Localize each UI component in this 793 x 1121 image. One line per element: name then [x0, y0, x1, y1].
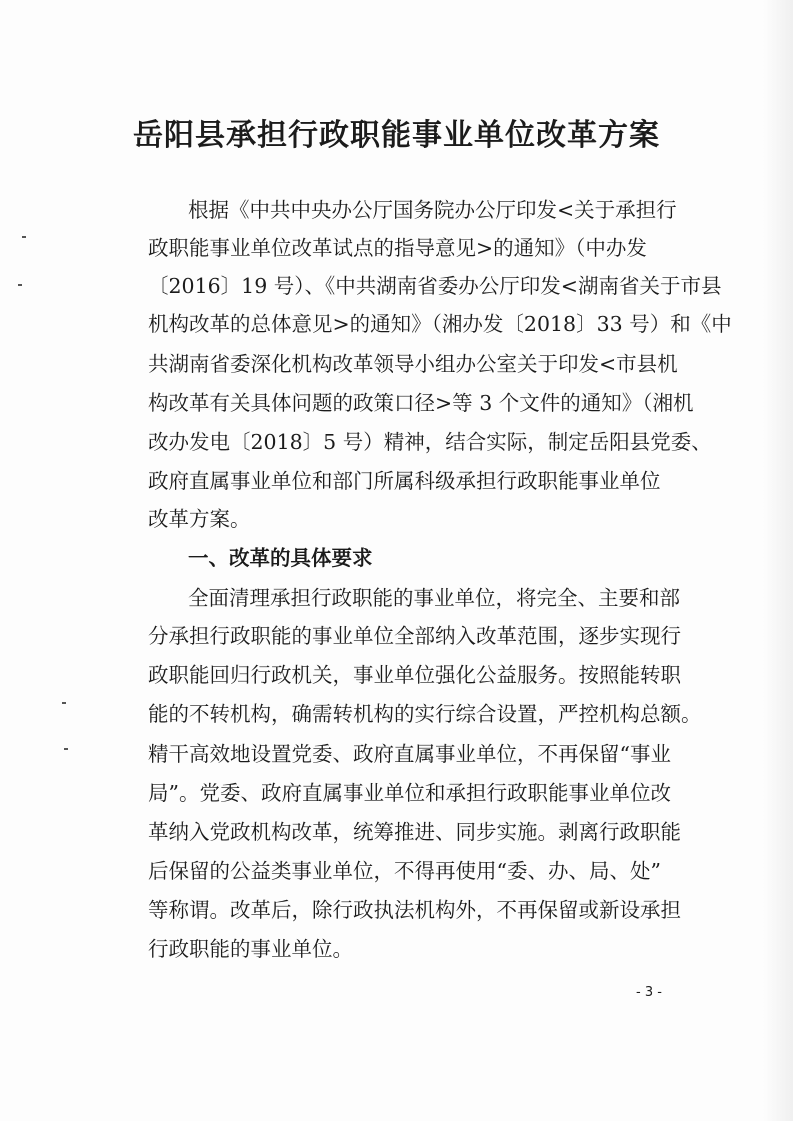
page-edge-shadow [763, 0, 793, 1121]
text-line: 改革方案。 [148, 507, 251, 531]
scan-mark [64, 748, 68, 750]
text-line: 全面清理承担行政职能的事业单位，将完全、主要和部 [188, 586, 680, 610]
text-line: 后保留的公益类事业单位，不得再使用“委、办、局、处” [148, 859, 661, 883]
scan-mark [18, 284, 22, 286]
text-line: 行政职能的事业单位。 [148, 937, 353, 961]
text-line: 机构改革的总体意见>的通知》（湘办发〔2018〕33 号）和《中 [148, 312, 732, 336]
scan-mark [62, 702, 66, 704]
text-line: 局”。党委、政府直属事业单位和承担行政职能事业单位改 [148, 781, 671, 805]
scan-mark [22, 236, 26, 238]
text-line: 能的不转机构，确需转机构的实行综合设置，严控机构总额。 [148, 702, 702, 726]
text-line: 政职能回归行政机关，事业单位强化公益服务。按照能转职 [148, 663, 681, 687]
text-line: 构改革有关具体问题的政策口径>等 3 个文件的通知》（湘机 [148, 391, 694, 415]
text-line: 共湖南省委深化机构改革领导小组办公室关于印发<市县机 [148, 352, 678, 376]
text-line: 政职能事业单位改革试点的指导意见>的通知》（中办发 [148, 236, 647, 260]
text-line: 〔2016〕19 号）、《中共湖南省委办公厅印发<湖南省关于市县 [148, 274, 722, 298]
text-line: 革纳入党政机构改革，统筹推进、同步实施。剥离行政职能 [148, 820, 681, 844]
document-title: 岳阳县承担行政职能事业单位改革方案 [133, 118, 660, 153]
page-number: - 3 - [636, 985, 662, 1000]
section-heading: 一、改革的具体要求 [188, 546, 373, 570]
text-line: 根据《中共中央办公厅国务院办公厅印发<关于承担行 [188, 198, 677, 222]
text-line: 分承担行政职能的事业单位全部纳入改革范围，逐步实现行 [148, 624, 681, 648]
text-line: 等称谓。改革后，除行政执法机构外，不再保留或新设承担 [148, 898, 681, 922]
text-line: 精干高效地设置党委、政府直属事业单位，不再保留“事业 [148, 742, 671, 766]
text-line: 政府直属事业单位和部门所属科级承担行政职能事业单位 [148, 469, 661, 493]
text-line: 改办发电〔2018〕5 号）精神，结合实际，制定岳阳县党委、 [148, 430, 712, 454]
